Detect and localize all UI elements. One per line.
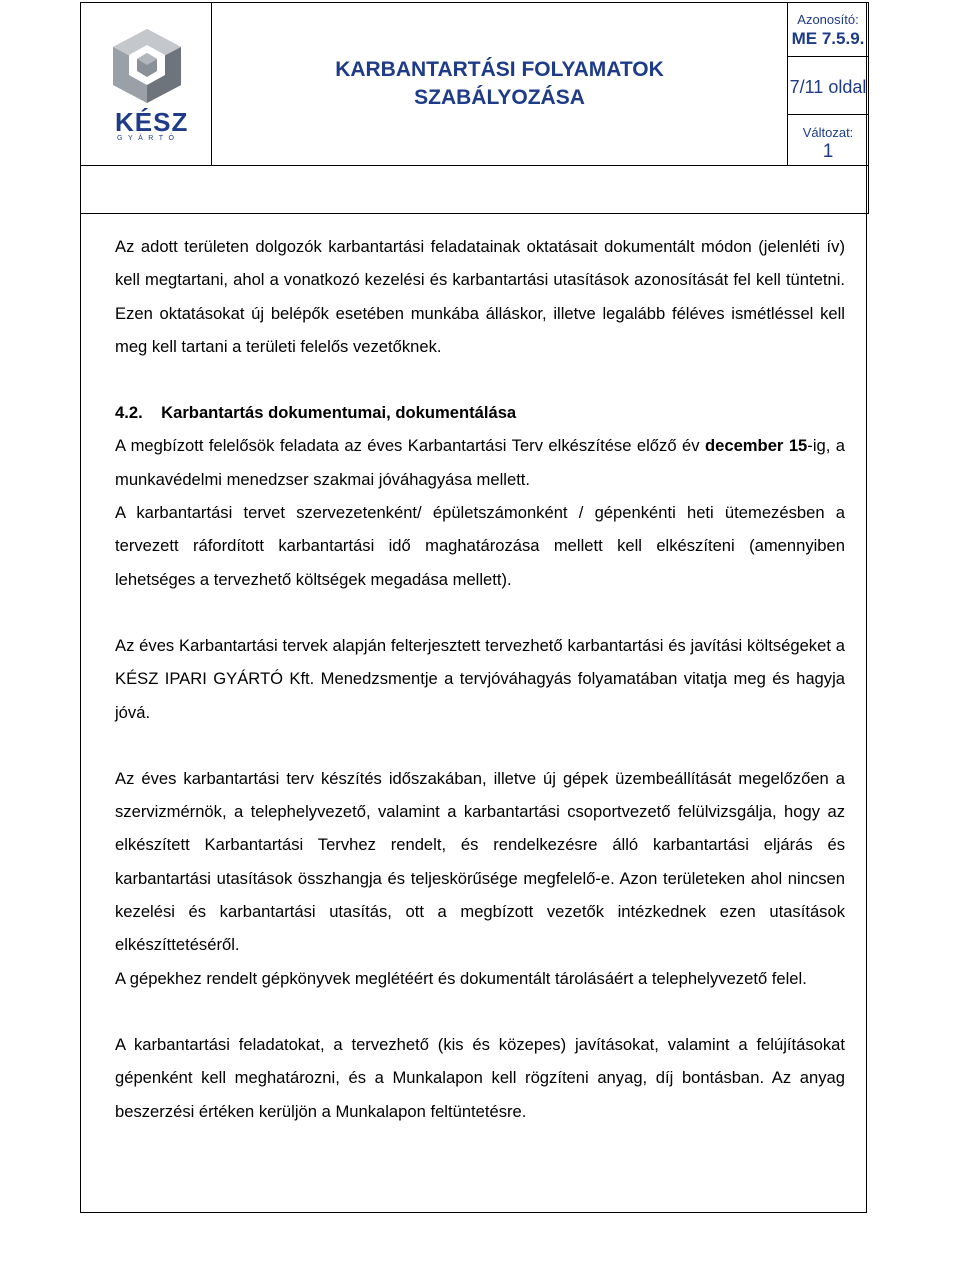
section-number: 4.2. [115,403,143,423]
deadline-date: december 15 [704,436,808,456]
version-label: Változat: [802,125,854,140]
logo-brand-text: KÉSZ [115,107,189,137]
section-heading [115,396,845,429]
paragraph-responsibility-start: A megbízott felelősök feladata az éves Karbantartási Terv elkészítése előző év [115,436,705,456]
paragraph-approval: Az éves Karbantartási tervek alapján felterjesztett tervezhető karbantartási és javítási költségeket a KÉSZ IPARI GYÁRTÓ Kft. Menedzsmentje a tervjóváhagyás folyamatában vitatja meg és hagyja jóvá. [115,635,845,722]
version-cell [788,115,868,165]
logo-subtitle-text: GYÁRTÓ [117,135,180,142]
paragraph-responsibility [115,429,845,496]
paragraph-manuals: A gépekhez rendelt gépkönyvek meglétéért és dokumentált tárolásáért a telephelyvezető felel. [115,968,807,988]
document-body [115,230,845,1128]
paragraph-responsibility-end: -ig, a munkavédelmi menedzser szakmai jóváhagyása mellett. [115,436,846,489]
paragraph-training: Az adott területen dolgozók karbantartási feladatainak oktatásait dokumentált módon (jelenléti ív) kell megtartani, ahol a vonatkozó kezelési és karbantartási utasítások azonosítását fel kell tüntetni. Ezen oktatásokat új belépők esetében munkába álláskor, illetve legalább féléves ismétléssel kell meg kell tartani a területi felelős vezetőknek. [115,237,845,356]
header-empty-row [81,165,868,213]
identifier-value: ME 7.5.9. [791,29,865,48]
paragraph-schedule: A karbantartási tervet szervezetenként/ épületszámonként / gépenkénti heti ütemezésben a tervezett ráfordított karbantartási idő maghatározása mellett kell elkészíteni (amennyiben lehetséges a tervezhető költségek megadása mellett). [115,503,845,589]
page-number: 7/11 oldal [789,77,867,97]
document-header [80,2,869,214]
page-number-cell [788,57,868,115]
paragraph-review: Az éves karbantartási terv készítés időszakában, illetve új gépek üzembeállítását megelőzően a szervizmérnök, a telephelyvezető, valamint a karbantartási csoportvezető felülvizsgálja, hogy az elkészített Karbantartási Tervhez rendelt, és rendelkezésre álló karbantartási eljárás és karbantartási utasítások összhangja és teljeskörűsége megfelelő-e. Azon területeken ahol nincsen kezelési és karbantartási utasítás, ott a megbízott vezetők intézkednek ezen utasítások elkészíttetéséről. [115,768,845,955]
version-value: 1 [822,141,834,162]
title-line-1: KARBANTARTÁSI FOLYAMATOK [335,58,664,81]
paragraph-worksheet: A karbantartási feladatokat, a tervezhető (kis és közepes) javításokat, valamint a felújításokat gépenként kell meghatározni, és a Munkalapon kell rögzíteni anyag, díj bontásban. Az anyag beszerzési értéken kerüljön a Munkalapon feltüntetésre. [115,1034,845,1121]
identifier-label: Azonosító: [797,12,859,27]
document-title [211,3,788,165]
company-logo [81,3,211,165]
identifier-cell [788,3,868,57]
header-meta [788,3,868,165]
section-title: Karbantartás dokumentumai, dokumentálása [161,403,517,423]
kesz-logo-icon [109,27,185,105]
title-line-2: SZABÁLYOZÁSA [414,86,585,109]
